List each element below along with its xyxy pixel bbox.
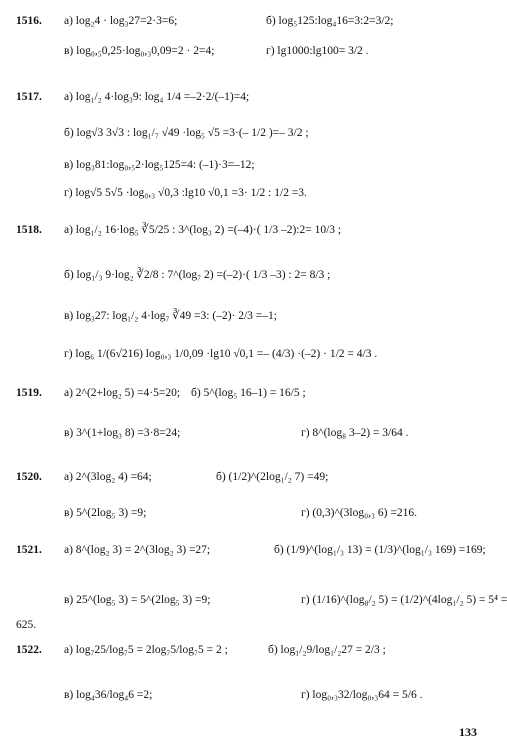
problem-solution-text: в) log₀,₅0,25·log₀,₃0,09=2 · 2=4; — [64, 45, 215, 57]
problem-solution-text: г) 8^(log₈ 3–2) = 3/64 . — [301, 427, 409, 439]
problem-solution-text: б) log₅125:log₄16=3:2=3/2; — [266, 15, 394, 27]
problem-solution-text: г) (0,3)^(3log₀,₃ 6) =216. — [301, 507, 417, 519]
problem-solution-text: в) log₄36/log₄6 =2; — [64, 689, 153, 701]
problem-number: 1517. — [16, 91, 42, 103]
problem-solution-text: г) log₆ 1/(6√216) log₀,₃ 1/0,09 ·lg10 √0,1 =– (4/3) ·(–2) · 1/2 = 4/3 . — [64, 348, 378, 360]
problem-solution-text: а) 2^(2+log₂ 5) =4·5=20; — [64, 387, 181, 399]
problem-solution-text: в) 3^(1+log₃ 8) =3·8=24; — [64, 427, 181, 439]
problem-solution-text: а) 2^(3log₂ 4) =64; — [64, 471, 152, 483]
page-number: 133 — [459, 725, 477, 739]
problem-solution-text: в) 5^(2log₅ 3) =9; — [64, 507, 147, 519]
problem-solution-text: б) log√3 3√3 : log₁/₇ √49 ·log₅ √5 =3·(– 1/2 )=– 3/2 ; — [64, 127, 309, 139]
problem-solution-text: в) log₃27: log₁/₂ 4·log₇ ∛49 =3: (–2)· 2/3 =–1; — [64, 310, 277, 322]
problem-solution-text: а) log₇25/log₇5 = 2log₇5/log₇5 = 2 ; — [64, 644, 228, 656]
problem-solution-text: б) log₁/₂9/log₁/₂27 = 2/3 ; — [268, 644, 386, 656]
problem-number: 1519. — [16, 387, 42, 399]
problem-number: 1522. — [16, 644, 42, 656]
problem-solution-text: а) log₂4 · log₃27=2·3=6; — [64, 15, 178, 27]
problem-solution-text: а) log₁/₂ 16·log₅ ∛5/25 : 3^(log₃ 2) =(–4)·( 1/3 –2):2= 10/3 ; — [64, 224, 342, 236]
problem-solution-text: б) 5^(log₅ 16–1) = 16/5 ; — [191, 387, 306, 399]
problem-solution-text: б) (1/2)^(2log₁/₂ 7) =49; — [216, 471, 329, 483]
problem-number: 1520. — [16, 471, 42, 483]
problem-number: 1518. — [16, 224, 42, 236]
problem-solution-text: а) 8^(log₂ 3) = 2^(3log₂ 3) =27; — [64, 544, 211, 556]
problem-solution-text: 625. — [16, 619, 37, 631]
problem-solution-text: в) 25^(log₅ 3) = 5^(2log₅ 3) =9; — [64, 594, 211, 606]
problem-number: 1521. — [16, 544, 42, 556]
problem-solution-text: г) log₀,₃32/log₀,₃64 = 5/6 . — [301, 689, 423, 701]
problem-solution-text: а) log₁/₂ 4·log₃9: log₄ 1/4 =–2·2/(–1)=4; — [64, 91, 250, 103]
problem-solution-text: в) log₃81:log₀,₅2·log₅125=4: (–1)·3=–12; — [64, 159, 255, 171]
problem-number: 1516. — [16, 15, 42, 27]
problem-solution-text: г) log√5 5√5 ·log₀,₃ √0,3 :lg10 √0,1 =3· 1/2 : 1/2 =3. — [64, 187, 307, 199]
problem-solution-text: г) (1/16)^(log₈/₂ 5) = (1/2)^(4log₁/₂ 5) = 5⁴ = — [301, 594, 507, 606]
problem-solution-text: б) (1/9)^(log₁/₃ 13) = (1/3)^(log₁/₃ 169) =169; — [274, 544, 486, 556]
problem-solution-text: б) log₁/₃ 9·log₂ ∛2/8 : 7^(log₇ 2) =(–2)·( 1/3 –3) : 2= 8/3 ; — [64, 269, 331, 281]
problem-solution-text: г) lg1000:lg100= 3/2 . — [266, 45, 369, 57]
